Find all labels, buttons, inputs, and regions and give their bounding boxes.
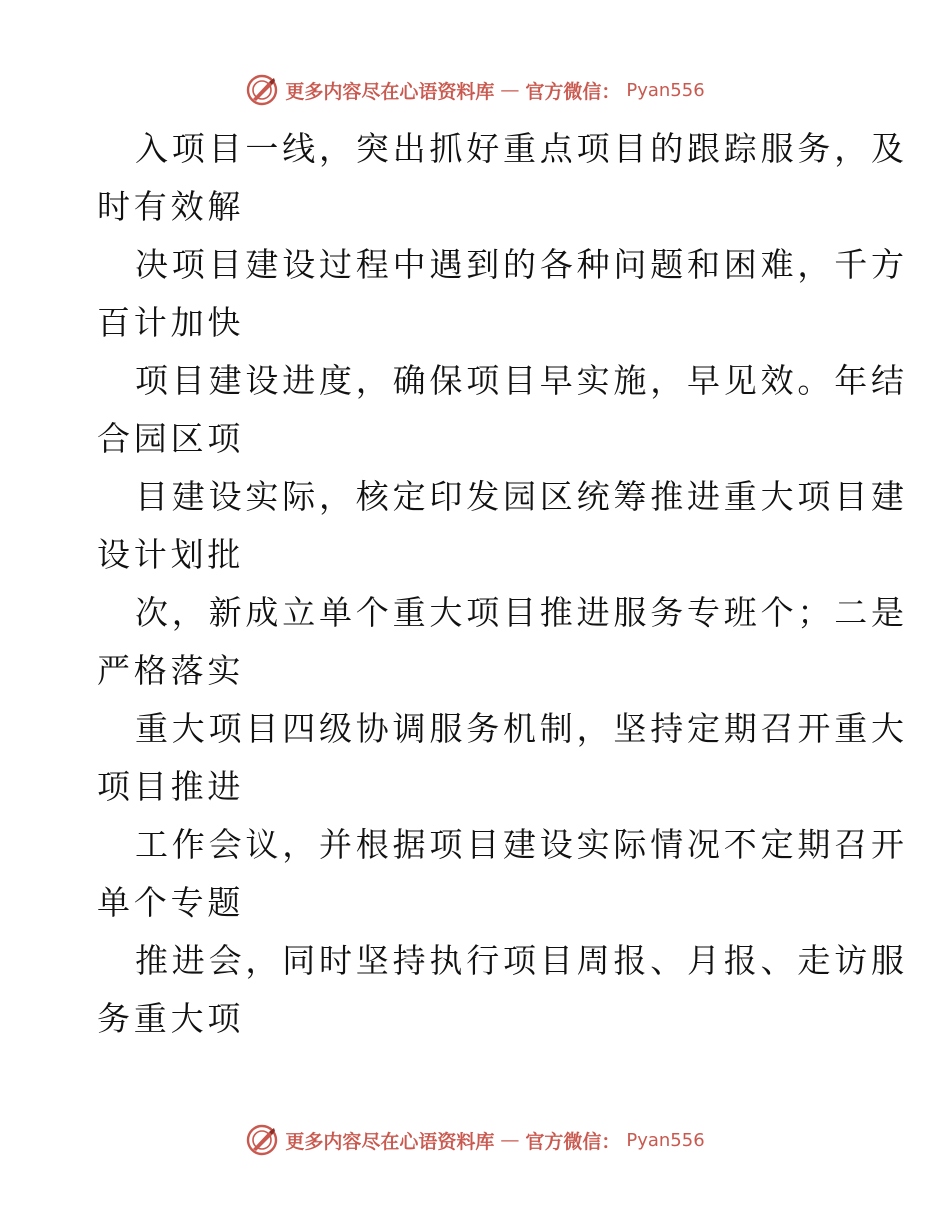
paragraph-line: 工作会议，并根据项目建设实际情况不定期召开 xyxy=(135,825,908,864)
paragraph-line: 合园区项 xyxy=(97,419,245,458)
paragraph-1 xyxy=(97,120,908,236)
header-banner-text: 更多内容尽在心语资料库 xyxy=(285,80,495,103)
footer-banner-text: 更多内容尽在心语资料库 xyxy=(285,1130,495,1153)
paragraph-2 xyxy=(97,236,908,352)
paragraph-line: 重大项目四级协调服务机制，坚持定期召开重大 xyxy=(135,709,908,748)
paragraph-line: 严格落实 xyxy=(97,651,245,690)
brand-logo-icon xyxy=(245,1123,279,1157)
paragraph-line: 推进会，同时坚持执行项目周报、月报、走访服 xyxy=(135,941,908,980)
paragraph-3 xyxy=(97,352,908,468)
header-wechat-id: Pyan556 xyxy=(626,79,705,101)
paragraph-4 xyxy=(97,468,908,584)
header-banner-content xyxy=(245,73,704,107)
paragraph-line: 务重大项 xyxy=(97,999,245,1038)
footer-banner-dash: — xyxy=(500,1129,520,1151)
paragraph-line: 入项目一线，突出抓好重点项目的跟踪服务，及 xyxy=(135,129,908,168)
footer-wechat-id: Pyan556 xyxy=(626,1129,705,1151)
paragraph-8 xyxy=(97,932,908,1048)
paragraph-line: 单个专题 xyxy=(97,883,245,922)
header-banner-dash: — xyxy=(500,79,520,101)
paragraph-line: 决项目建设过程中遇到的各种问题和困难，千方 xyxy=(135,245,908,284)
paragraph-5 xyxy=(97,584,908,700)
paragraph-6 xyxy=(97,700,908,816)
footer-wechat-label: 官方微信： xyxy=(525,1130,621,1153)
footer-banner xyxy=(0,1120,950,1160)
paragraph-line: 次，新成立单个重大项目推进服务专班个；二是 xyxy=(135,593,908,632)
paragraph-line: 目建设实际，核定印发园区统筹推进重大项目建 xyxy=(135,477,908,516)
brand-logo-icon xyxy=(245,73,279,107)
paragraph-line: 时有效解 xyxy=(97,187,245,226)
paragraph-line: 设计划批 xyxy=(97,535,245,574)
paragraph-line: 项目建设进度，确保项目早实施，早见效。年结 xyxy=(135,361,908,400)
document-body xyxy=(97,120,908,1048)
header-banner xyxy=(0,70,950,110)
footer-banner-content xyxy=(245,1123,704,1157)
paragraph-line: 百计加快 xyxy=(97,303,245,342)
paragraph-line: 项目推进 xyxy=(97,767,245,806)
header-wechat-label: 官方微信： xyxy=(525,80,621,103)
paragraph-7 xyxy=(97,816,908,932)
